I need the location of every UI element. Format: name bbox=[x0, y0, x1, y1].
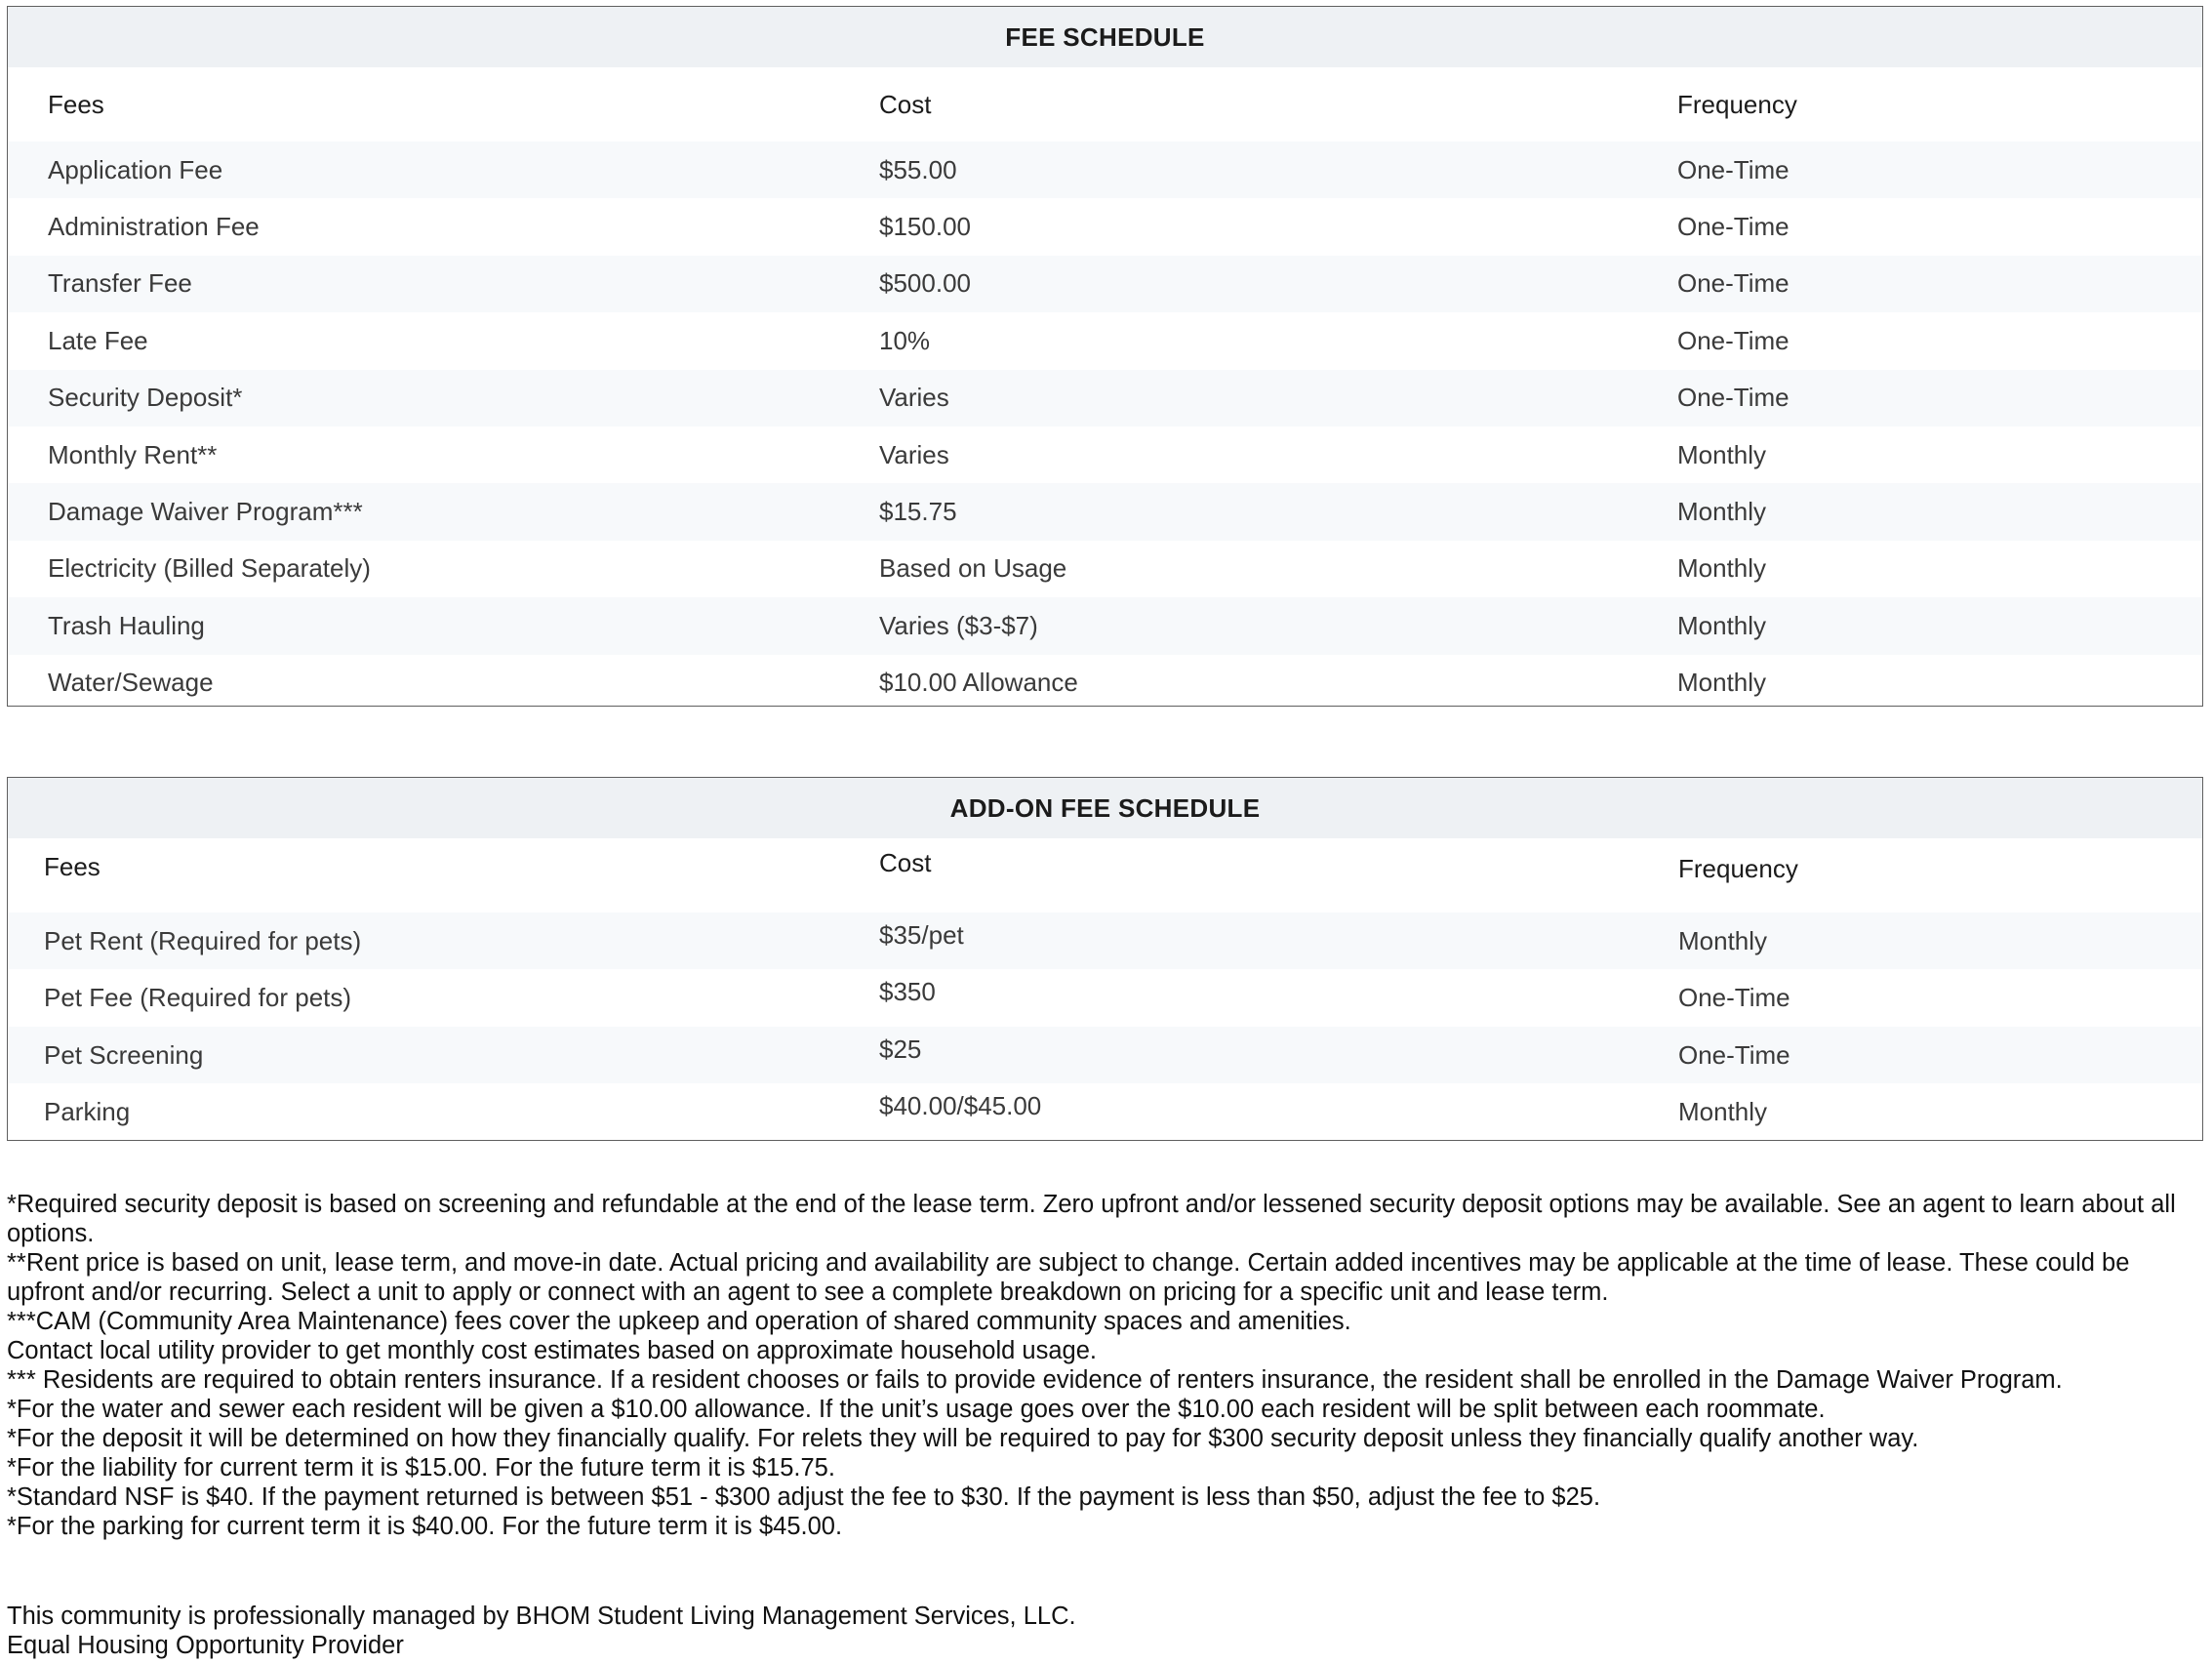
addon-fee-schedule-table bbox=[7, 777, 2203, 1141]
fee-frequency: Monthly bbox=[1677, 553, 1767, 584]
fee-notes bbox=[7, 1190, 2206, 1541]
fee-cost: $55.00 bbox=[879, 154, 957, 184]
fee-cost: $350 bbox=[879, 977, 936, 1007]
fee-name: Electricity (Billed Separately) bbox=[48, 553, 371, 584]
note-deposit: *For the deposit it will be determined on how they financially qualify. For relets they will be required to pay for $300 security deposit unless they financially qualify another way. bbox=[7, 1425, 1919, 1452]
note-liability: *For the liability for current term it is $15.00. For the future term it is $15.75. bbox=[7, 1454, 835, 1481]
management-statement: This community is professionally managed by BHOM Student Living Management Services, LLC. bbox=[7, 1603, 1076, 1630]
fee-cost: $150.00 bbox=[879, 212, 971, 242]
note-water-sewer: *For the water and sewer each resident will be given a $10.00 allowance. If the unit’s usage goes over the $10.00 each resident will be split between each roommate. bbox=[7, 1396, 1826, 1423]
fee-schedule-table bbox=[7, 6, 2203, 707]
fee-cost: Varies ($3-$7) bbox=[879, 610, 1038, 640]
addon-fee-schedule-title: ADD-ON FEE SCHEDULE bbox=[8, 778, 2202, 838]
table-row bbox=[8, 256, 2202, 312]
table-row bbox=[8, 655, 2202, 711]
fee-frequency: One-Time bbox=[1677, 268, 1790, 299]
note-parking: *For the parking for current term it is $40.00. For the future term it is $45.00. bbox=[7, 1513, 843, 1540]
note-rent-price: **Rent price is based on unit, lease term, and move-in date. Actual pricing and availability are subject to change. Certain added incentives may be applicable at the time of lease. These could be upfront and/or recurring. Select a unit to apply or connect with an agent to see a complete breakdown on pricing for a specific unit and lease term. bbox=[7, 1249, 2130, 1306]
note-security-deposit: *Required security deposit is based on screening and refundable at the end of the lease term. Zero upfront and/or lessened security deposit options may be available. See an agent to learn about all options. bbox=[7, 1191, 2176, 1247]
fee-frequency: One-Time bbox=[1677, 154, 1790, 184]
note-utility-provider: Contact local utility provider to get monthly cost estimates based on approximate household usage. bbox=[7, 1337, 1097, 1364]
fee-name: Application Fee bbox=[48, 154, 223, 184]
fee-schedule-header-row bbox=[8, 67, 2202, 142]
table-row bbox=[8, 969, 2202, 1026]
management-footer bbox=[7, 1602, 1076, 1660]
fee-cost: $500.00 bbox=[879, 268, 971, 299]
table-row bbox=[8, 483, 2202, 540]
fee-frequency: Monthly bbox=[1677, 668, 1767, 698]
column-header-cost: Cost bbox=[879, 848, 932, 877]
note-nsf: *Standard NSF is $40. If the payment returned is between $51 - $300 adjust the fee to $30. If the payment is less than $50, adjust the fee to $25. bbox=[7, 1483, 1601, 1511]
fee-name: Administration Fee bbox=[48, 212, 260, 242]
column-header-frequency: Frequency bbox=[1677, 89, 1797, 119]
column-header-fees: Fees bbox=[44, 852, 101, 881]
fee-frequency: Monthly bbox=[1677, 497, 1767, 527]
fee-name: Trash Hauling bbox=[48, 610, 205, 640]
fee-cost: $25 bbox=[879, 1034, 922, 1064]
fee-name: Monthly Rent** bbox=[48, 439, 218, 469]
table-row bbox=[8, 1027, 2202, 1083]
fee-name: Pet Rent (Required for pets) bbox=[44, 926, 362, 955]
column-header-fees: Fees bbox=[48, 89, 104, 119]
fee-cost: $15.75 bbox=[879, 497, 957, 527]
fee-frequency: One-Time bbox=[1678, 1039, 1790, 1070]
addon-schedule-header-row bbox=[8, 838, 2202, 913]
fee-frequency: One-Time bbox=[1678, 983, 1790, 1013]
table-row bbox=[8, 426, 2202, 483]
fee-frequency: Monthly bbox=[1678, 926, 1768, 955]
fee-name: Security Deposit* bbox=[48, 383, 243, 413]
table-row bbox=[8, 541, 2202, 597]
fee-frequency: One-Time bbox=[1677, 383, 1790, 413]
fee-frequency: Monthly bbox=[1678, 1097, 1768, 1127]
table-row bbox=[8, 370, 2202, 426]
fee-cost: Varies bbox=[879, 383, 949, 413]
column-header-cost: Cost bbox=[879, 89, 932, 119]
fee-name: Pet Fee (Required for pets) bbox=[44, 983, 352, 1013]
fee-frequency: Monthly bbox=[1677, 610, 1767, 640]
table-row bbox=[8, 597, 2202, 654]
table-row bbox=[8, 312, 2202, 369]
fee-name: Damage Waiver Program*** bbox=[48, 497, 363, 527]
equal-housing-statement: Equal Housing Opportunity Provider bbox=[7, 1632, 404, 1659]
table-row bbox=[8, 913, 2202, 969]
table-row bbox=[8, 1083, 2202, 1140]
fee-cost: Varies bbox=[879, 439, 949, 469]
fee-cost: $35/pet bbox=[879, 920, 964, 950]
fee-frequency: One-Time bbox=[1677, 325, 1790, 355]
fee-frequency: One-Time bbox=[1677, 212, 1790, 242]
fee-name: Late Fee bbox=[48, 325, 148, 355]
fee-cost: $40.00/$45.00 bbox=[879, 1091, 1042, 1121]
note-renters-insurance: *** Residents are required to obtain renters insurance. If a resident chooses or fails to provide evidence of renters insurance, the resident shall be enrolled in the Damage Waiver Program. bbox=[7, 1366, 2063, 1394]
table-row bbox=[8, 142, 2202, 198]
fee-cost: 10% bbox=[879, 325, 931, 355]
fee-cost: $10.00 Allowance bbox=[879, 668, 1078, 698]
fee-name: Parking bbox=[44, 1097, 131, 1127]
fee-frequency: Monthly bbox=[1677, 439, 1767, 469]
fee-name: Pet Screening bbox=[44, 1039, 204, 1070]
table-row bbox=[8, 198, 2202, 255]
note-cam-fees: ***CAM (Community Area Maintenance) fees cover the upkeep and operation of shared community spaces and amenities. bbox=[7, 1308, 1351, 1335]
fee-name: Transfer Fee bbox=[48, 268, 192, 299]
fee-schedule-title: FEE SCHEDULE bbox=[8, 7, 2202, 67]
fee-name: Water/Sewage bbox=[48, 668, 214, 698]
column-header-frequency: Frequency bbox=[1678, 854, 1798, 883]
fee-cost: Based on Usage bbox=[879, 553, 1067, 584]
